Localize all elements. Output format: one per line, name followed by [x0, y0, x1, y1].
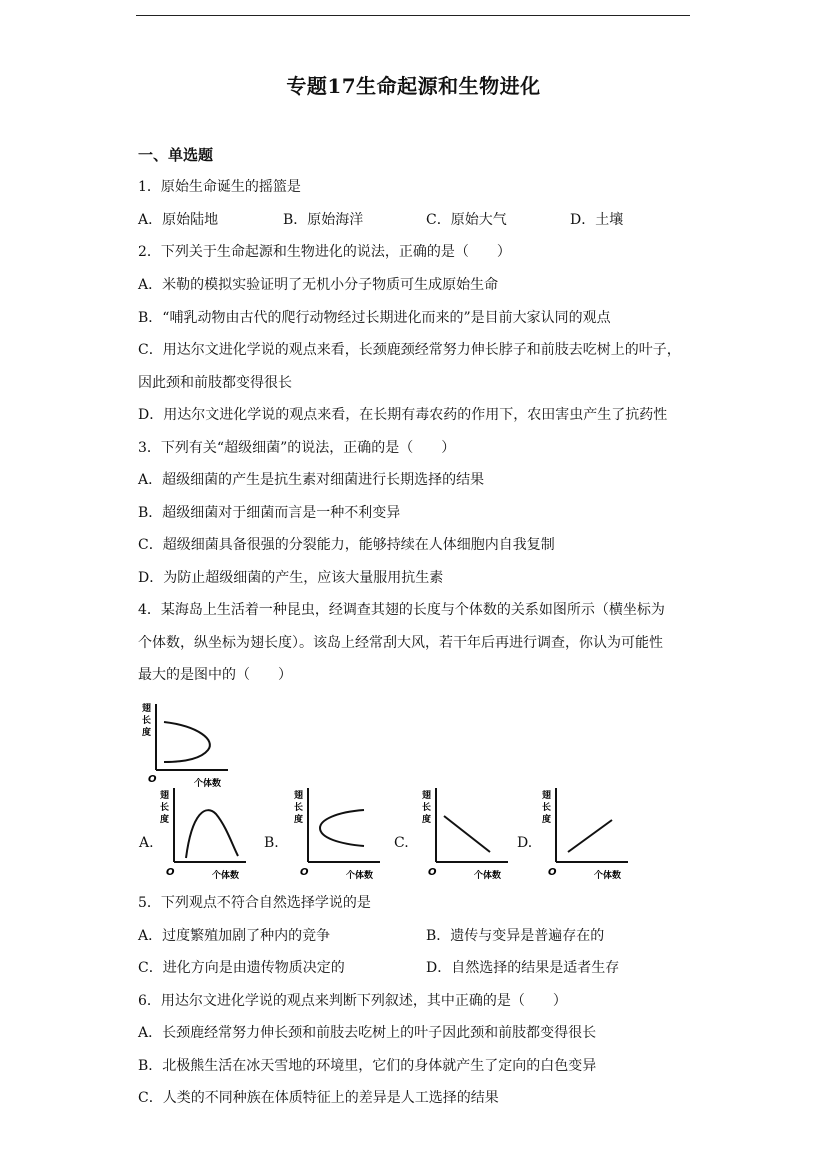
- graph-y-label-1: 翅: [142, 704, 152, 714]
- svg-text:个体数: 个体数: [346, 871, 374, 880]
- q6-stem: 6．用达尔文进化学说的观点来判断下列叙述，其中正确的是（ ）: [138, 993, 567, 1009]
- option-a-curve: [186, 810, 238, 858]
- q4-option-b-letter: B.: [264, 835, 279, 851]
- svg-text:个体数: 个体数: [474, 871, 502, 880]
- q4-option-b-graph: [292, 782, 384, 880]
- q5-option-b: B．遗传与变异是普遍存在的: [426, 928, 605, 944]
- q1-option-c: C．原始大气: [426, 212, 507, 228]
- q4-option-c-letter: C.: [394, 835, 409, 851]
- q3-option-d: D．为防止超级细菌的产生，应该大量服用抗生素: [138, 570, 444, 586]
- q2-option-c-line2: 因此颈和前肢都变得很长: [138, 375, 292, 391]
- svg-text:个体数: 个体数: [594, 871, 622, 880]
- svg-text:度: 度: [160, 815, 170, 825]
- option-c-line: [444, 816, 490, 852]
- q1-stem: 1．原始生命诞生的摇篮是: [138, 179, 301, 195]
- option-b-curve: [320, 810, 364, 846]
- q4-option-d-letter: D.: [517, 835, 533, 851]
- q3-option-b: B．超级细菌对于细菌而言是一种不利变异: [138, 505, 401, 521]
- page-title: 专题17生命起源和生物进化: [286, 74, 541, 98]
- q6-option-c: C．人类的不同种族在体质特征上的差异是人工选择的结果: [138, 1090, 499, 1106]
- svg-text:长: 长: [160, 803, 170, 813]
- svg-text:长: 长: [542, 803, 552, 813]
- q4-stem-line2: 个体数，纵坐标为翅长度）。该岛上经常刮大风，若干年后再进行调查，你认为可能性: [138, 635, 663, 651]
- q4-option-a-graph: [158, 782, 250, 880]
- graph-y-label-2: 长: [142, 716, 152, 726]
- svg-text:O: O: [166, 867, 175, 878]
- q1-option-b: B．原始海洋: [283, 212, 364, 228]
- graph-y-label-3: 度: [142, 728, 152, 738]
- q4-option-d-graph: [540, 782, 632, 880]
- svg-text:度: 度: [542, 815, 552, 825]
- svg-text:翅: 翅: [294, 791, 304, 801]
- q4-stem-line1: 4．某海岛上生活着一种昆虫，经调查其翅的长度与个体数的关系如图所示（横坐标为: [138, 602, 665, 618]
- q4-option-a-letter: A.: [139, 835, 154, 851]
- q2-option-c-line1: C．用达尔文进化学说的观点来看，长颈鹿颈经常努力伸长脖子和前肢去吃树上的叶子，: [138, 342, 681, 358]
- graph-x-label: 个体数: [194, 779, 222, 789]
- q3-option-c: C．超级细菌具备很强的分裂能力，能够持续在人体细胞内自我复制: [138, 537, 555, 553]
- svg-text:翅: 翅: [422, 791, 432, 801]
- svg-text:个体数: 个体数: [212, 871, 240, 880]
- q2-option-a: A．米勒的模拟实验证明了无机小分子物质可生成原始生命: [138, 277, 499, 293]
- svg-text:翅: 翅: [160, 791, 170, 801]
- q5-option-c: C．进化方向是由遗传物质决定的: [138, 960, 345, 976]
- q3-stem: 3．下列有关“超级细菌”的说法，正确的是（ ）: [138, 440, 456, 456]
- q4-stem-line3: 最大的是图中的（ ）: [138, 667, 292, 683]
- section-heading: 一、单选题: [138, 146, 214, 164]
- svg-text:长: 长: [294, 803, 304, 813]
- svg-text:长: 长: [422, 803, 432, 813]
- q4-main-graph: [140, 700, 232, 790]
- q3-option-a: A．超级细菌的产生是抗生素对细菌进行长期选择的结果: [138, 472, 485, 488]
- q2-option-d: D．用达尔文进化学说的观点来看，在长期有毒农药的作用下，农田害虫产生了抗药性: [138, 407, 668, 423]
- header-rule: [136, 15, 690, 16]
- svg-text:翅: 翅: [542, 791, 552, 801]
- graph-curve: [164, 722, 210, 762]
- q5-option-a: A．过度繁殖加剧了种内的竞争: [138, 928, 331, 944]
- svg-text:度: 度: [422, 815, 432, 825]
- q4-option-c-graph: [420, 782, 512, 880]
- q6-option-b: B．北极熊生活在冰天雪地的环境里，它们的身体就产生了定向的白色变异: [138, 1058, 597, 1074]
- q2-option-b: B．“哺乳动物由古代的爬行动物经过长期进化而来的”是目前大家认同的观点: [138, 310, 611, 326]
- svg-text:O: O: [548, 867, 557, 878]
- svg-text:O: O: [428, 867, 437, 878]
- option-d-line: [568, 820, 612, 852]
- q2-stem: 2．下列关于生命起源和生物进化的说法，正确的是（ ）: [138, 244, 511, 260]
- svg-text:O: O: [300, 867, 309, 878]
- q1-option-a: A．原始陆地: [138, 212, 219, 228]
- q5-stem: 5．下列观点不符合自然选择学说的是: [138, 895, 371, 911]
- q6-option-a: A．长颈鹿经常努力伸长颈和前肢去吃树上的叶子因此颈和前肢都变得很长: [138, 1025, 597, 1041]
- svg-text:度: 度: [294, 815, 304, 825]
- q1-option-d: D．土壤: [570, 212, 624, 228]
- graph-origin: O: [148, 774, 157, 785]
- q5-option-d: D．自然选择的结果是适者生存: [426, 960, 620, 976]
